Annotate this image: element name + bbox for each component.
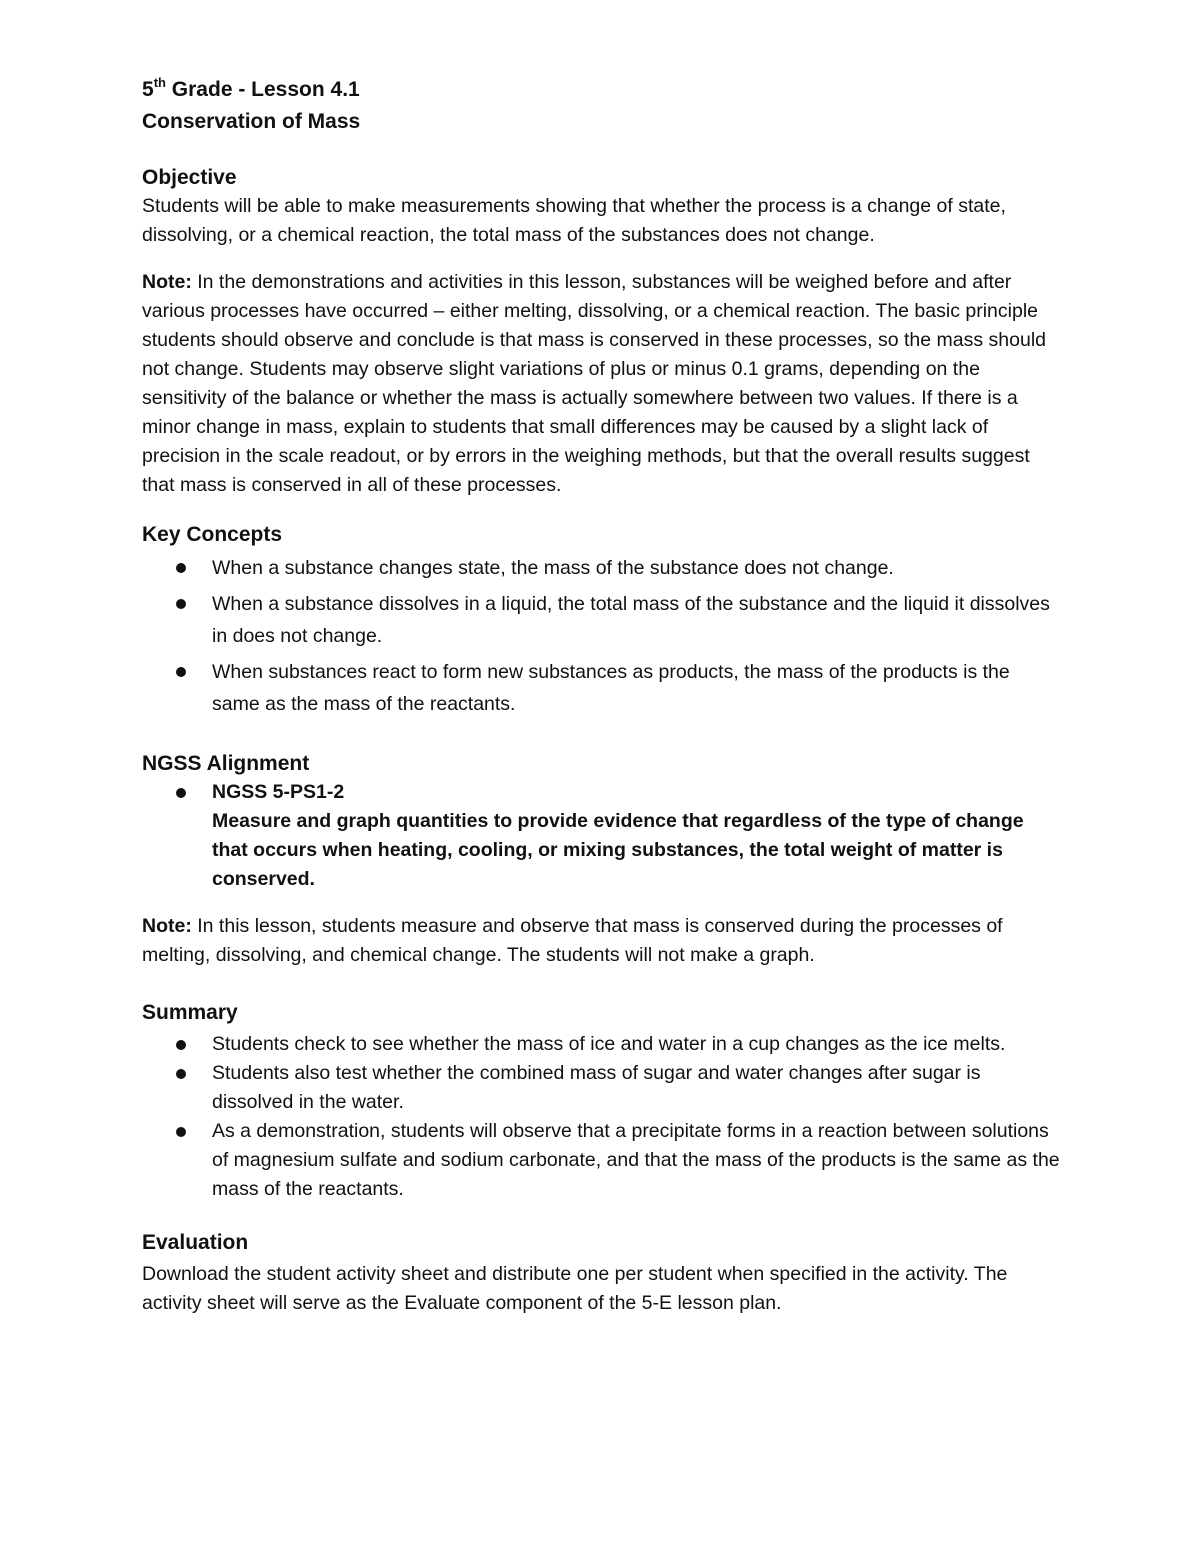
list-item: [142, 588, 1052, 652]
list-item-text: When a substance changes state, the mass of the substance does not change.: [212, 557, 894, 579]
list-item: [142, 1030, 1062, 1059]
list-item-text: Students check to see whether the mass of ice and water in a cup changes as the ice melts.: [212, 1033, 1006, 1055]
ngss-standard-text: Measure and graph quantities to provide evidence that regardless of the type of change that occurs when heating, cooling, or mixing substances, the total weight of matter is conserved.: [212, 810, 1024, 890]
bullet-icon: [176, 563, 186, 573]
note-label: Note:: [142, 271, 192, 293]
grade-lesson-text: Grade - Lesson 4.1: [165, 78, 360, 101]
list-item-text: As a demonstration, students will observe that a precipitate forms in a reaction between solutions of magnesium sulfate and sodium carbonate, and that the mass of the products is the same as the mass of the reactants.: [212, 1120, 1060, 1200]
summary-heading: Summary: [142, 1001, 238, 1024]
objective-heading: Objective: [142, 166, 237, 189]
summary-list: [142, 1030, 1062, 1204]
note-paragraph: [142, 912, 1067, 970]
lesson-number: [142, 74, 1062, 106]
key-concepts-heading: Key Concepts: [142, 523, 283, 546]
note-text: In the demonstrations and activities in this lesson, substances will be weighed before and after various processes have occurred – either melting, dissolving, or a chemical reaction. The basic principle students should observe and conclude is that mass is conserved in these processes, so the mass should not change. Students may observe slight variations of plus or minus 0.1 grams, depending on the sensitivity of the balance or whether the mass is actually somewhere between two values. If there is a minor change in mass, explain to students that small differences may be caused by a slight lack of precision in the scale readout, or by errors in the weighing methods, but that the overall results suggest that mass is conserved in all of these processes.: [142, 271, 1046, 496]
ngss-code: NGSS 5-PS1-2: [212, 781, 345, 803]
bullet-icon: [176, 1127, 186, 1137]
list-item-text: When a substance dissolves in a liquid, the total mass of the substance and the liquid it dissolves in does not change.: [212, 593, 1050, 647]
list-item: [142, 1059, 1062, 1117]
note-label: Note:: [142, 915, 192, 937]
list-item-text: Students also test whether the combined mass of sugar and water changes after sugar is dissolved in the water.: [212, 1062, 981, 1113]
evaluation-heading: Evaluation: [142, 1231, 249, 1254]
bullet-icon: [176, 1069, 186, 1079]
note-text: In this lesson, students measure and observe that mass is conserved during the processes of melting, dissolving, and chemical change. The students will not make a graph.: [142, 915, 1003, 966]
ngss-heading: NGSS Alignment: [142, 752, 310, 775]
bullet-icon: [176, 788, 186, 798]
key-concepts-list: [142, 552, 1062, 720]
document-title: Conservation of Mass: [142, 110, 361, 133]
grade-suffix-sup: th: [153, 75, 166, 90]
bullet-icon: [176, 599, 186, 609]
note-paragraph: [142, 268, 1067, 500]
grade-number: 5: [142, 78, 154, 101]
evaluation-text: Download the student activity sheet and distribute one per student when specified in the activity. The activity sheet will serve as the Evaluate component of the 5-E lesson plan.: [142, 1263, 1008, 1314]
list-item-text: When substances react to form new substances as products, the mass of the products is the same as the mass of the reactants.: [212, 661, 1010, 715]
bullet-icon: [176, 1040, 186, 1050]
ngss-list: [142, 778, 1062, 894]
objective-text: Students will be able to make measurements showing that whether the process is a change of state, dissolving, or a chemical reaction, the total mass of the substances does not change.: [142, 195, 1006, 246]
list-item: [142, 552, 1052, 584]
list-item: [142, 778, 1052, 894]
list-item: [142, 1117, 1062, 1204]
bullet-icon: [176, 667, 186, 677]
list-item: [142, 656, 1052, 720]
